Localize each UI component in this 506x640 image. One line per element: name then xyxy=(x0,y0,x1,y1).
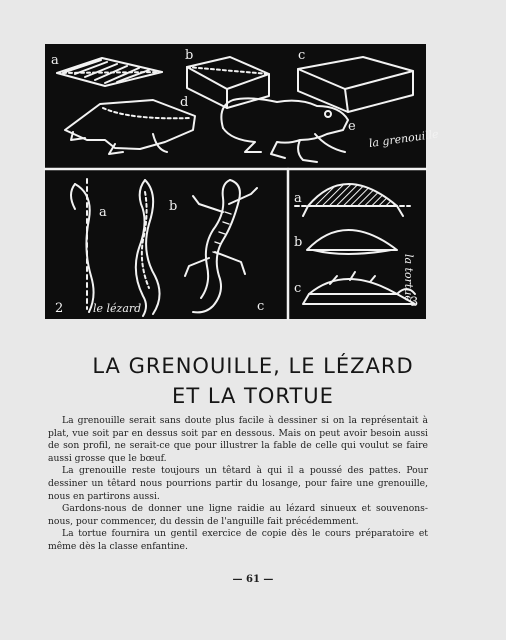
label-top-e: e xyxy=(348,119,356,134)
label-lizard-c: c xyxy=(257,299,265,314)
illustration-plate xyxy=(45,44,440,319)
turtle-caption: la tortue xyxy=(402,254,415,302)
page-title-line-1: LA GRENOUILLE, LE LÉZARD xyxy=(92,354,414,378)
label-lizard-b: b xyxy=(169,199,178,214)
label-top-a: a xyxy=(51,53,59,68)
label-top-c: c xyxy=(298,48,306,63)
paragraph: Gardons-nous de donner une ligne raidie au lézard sinueux et souvenons-nous, pour commencer, du dessin de l'anguille fait précédemment. xyxy=(48,503,428,527)
paragraph: La grenouille reste toujours un têtard à qui il a poussé des pattes. Pour dessiner un têtard nous pourrions partir du losange, pour faire une grenouille, nous en partirons aussi. xyxy=(48,465,428,502)
label-turtle-c: c xyxy=(294,281,302,296)
illustration-labels xyxy=(45,44,440,319)
page-title-line-2: ET LA TORTUE xyxy=(172,384,334,408)
lizard-panel-number: 2 xyxy=(55,301,64,316)
label-turtle-b: b xyxy=(294,235,303,250)
turtle-panel-number: 3 xyxy=(410,295,419,310)
label-turtle-a: a xyxy=(294,191,302,206)
label-lizard-a: a xyxy=(99,205,107,220)
label-top-d: d xyxy=(180,95,189,110)
paragraph: La grenouille serait sans doute plus facile à dessiner si on la représentait à plat, vue soit par en dessus soit par en dessous. Mais on peut avoir besoin aussi de son profil, ne serait-ce que pour illustrer la fable de celle qui voulut se faire aussi grosse que le bœuf. xyxy=(48,415,428,464)
page-number: — 61 — xyxy=(232,574,274,585)
frog-caption: la grenouille xyxy=(368,127,440,151)
lizard-caption: le lézard xyxy=(93,302,142,315)
label-top-b: b xyxy=(185,48,194,63)
body-text xyxy=(48,415,428,554)
paragraph: La tortue fournira un gentil exercice de copie dès le cours préparatoire et même dès la classe enfantine. xyxy=(48,528,428,552)
